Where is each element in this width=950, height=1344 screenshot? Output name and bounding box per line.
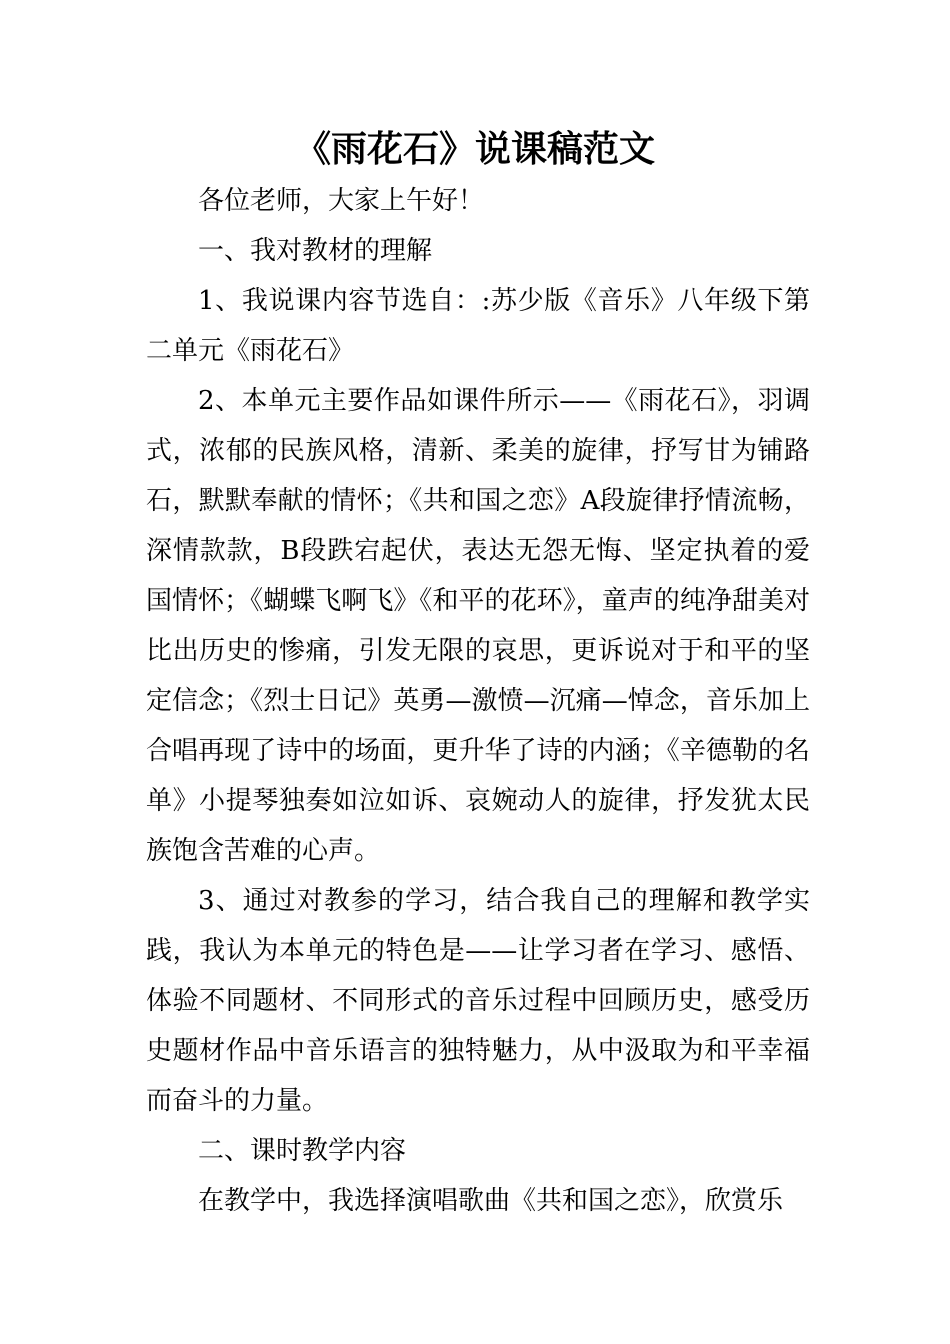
paragraph-2: 2、本单元主要作品如课件所示——《雨花石》，羽调式，浓郁的民族风格，清新、柔美的旋律，抒写甘为铺路石，默默奉献的情怀；《共和国之恋》A段旋律抒情流畅，深情款款，B段跌宕起伏，表达无怨无悔、坚定执着的爱国情怀；《蝴蝶飞啊飞》《和平的花环》，童声的纯净甜美对比出历史的惨痛，引发无限的哀思，更诉说对于和平的坚定信念；《烈士日记》英勇—激愤—沉痛—悼念，音乐加上合唱再现了诗中的场面，更升华了诗的内涵；《辛德勒的名单》小提琴独奏如泣如诉、哀婉动人的旋律，抒发犹太民族饱含苦难的心声。 [146, 386, 810, 866]
paragraph-1: 1、我说课内容节选自：:苏少版《音乐》八年级下第二单元《雨花石》 [146, 286, 810, 366]
greeting-paragraph: 各位老师，大家上午好！ [198, 186, 485, 216]
document-body [146, 176, 810, 1226]
section-heading-2: 二、课时教学内容 [198, 1136, 407, 1166]
paragraph-4: 在教学中，我选择演唱歌曲《共和国之恋》，欣赏乐 [198, 1186, 784, 1216]
paragraph-3: 3、通过对教参的学习，结合我自己的理解和教学实践，我认为本单元的特色是——让学习者在学习、感悟、体验不同题材、不同形式的音乐过程中回顾历史，感受历史题材作品中音乐语言的独特魅力，从中汲取为和平幸福而奋斗的力量。 [146, 886, 810, 1116]
section-heading-1: 一、我对教材的理解 [198, 236, 433, 266]
document-title: 《雨花石》说课稿范文 [294, 129, 655, 170]
